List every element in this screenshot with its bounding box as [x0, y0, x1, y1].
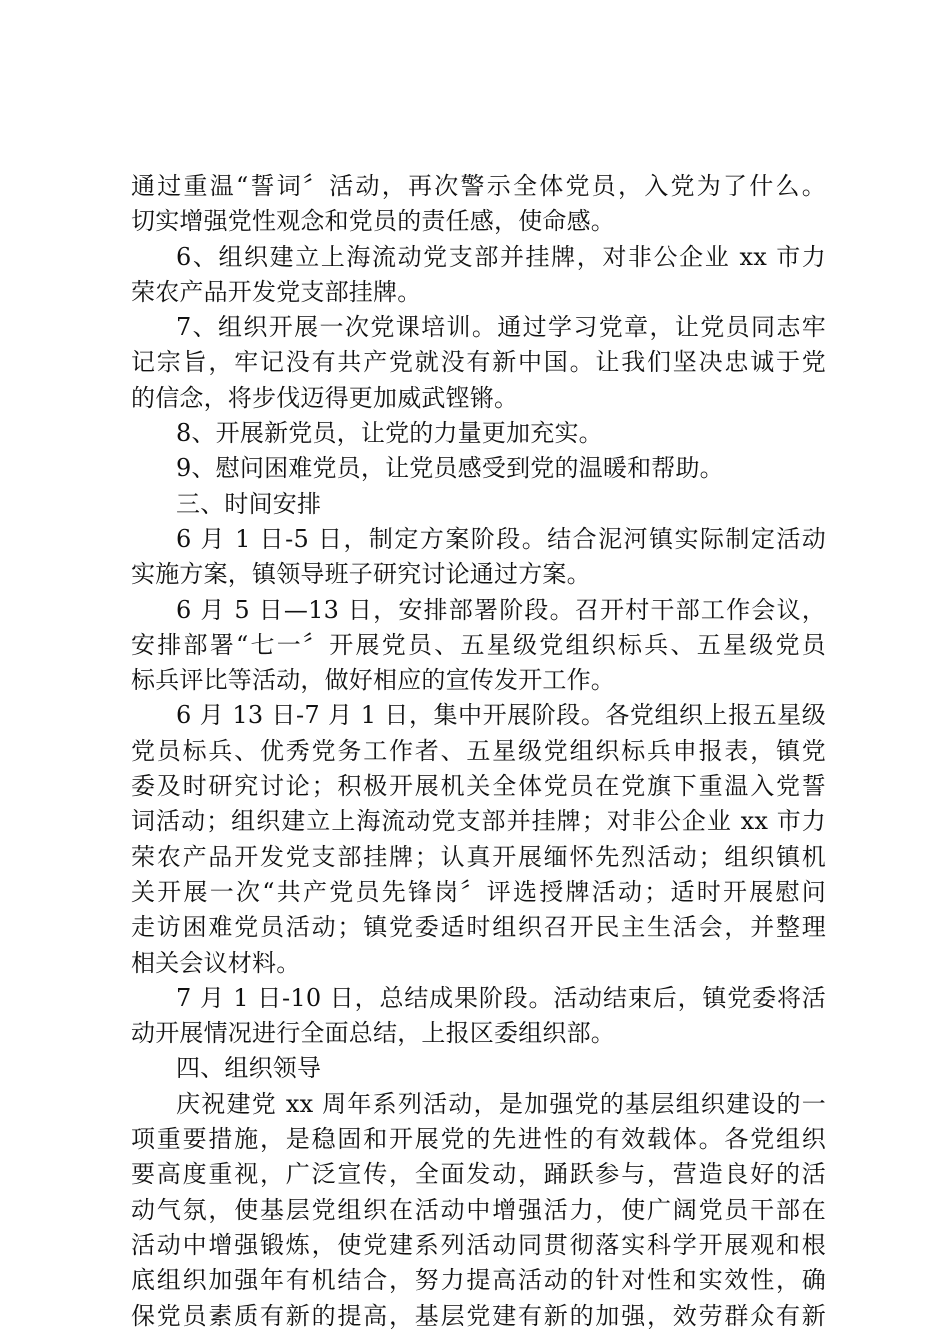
text-line: 动开展情况进行全面总结，上报区委组织部。 [131, 1019, 615, 1048]
text-line: 委及时研究讨论；积极开展机关全体党员在党旗下重温入党誓 [131, 772, 826, 801]
text-line: 安排部署“七一〞开展党员、五星级党组织标兵、五星级党员 [131, 630, 826, 659]
text-line: 三、时间安排 [176, 489, 322, 518]
text-line: 动气氛，使基层党组织在活动中增强活力，使广阔党员干部在 [131, 1195, 826, 1224]
text-line: 底组织加强年有机结合，努力提高活动的针对性和实效性，确 [131, 1266, 826, 1295]
text-line: 7 月 1 日-10 日，总结成果阶段。活动结束后，镇党委将活 [176, 983, 826, 1012]
text-line: 要高度重视，广泛宣传，全面发动，踊跃参与，营造良好的活 [131, 1160, 826, 1189]
text-line: 6、组织建立上海流动党支部并挂牌，对非公企业 xx 市力 [176, 242, 826, 271]
text-line: 庆祝建党 xx 周年系列活动，是加强党的基层组织建设的一 [176, 1089, 826, 1118]
text-line: 记宗旨，牢记没有共产党就没有新中国。让我们坚决忠诚于党 [131, 348, 826, 377]
text-line: 关开展一次“共产党员先锋岗〞评选授牌活动；适时开展慰问 [131, 877, 826, 906]
text-line: 7、组织开展一次党课培训。通过学习党章，让党员同志牢 [176, 313, 826, 342]
text-line: 项重要措施，是稳固和开展党的先进性的有效载体。各党组织 [131, 1125, 826, 1154]
text-line: 切实增强党性观念和党员的责任感，使命感。 [131, 207, 615, 236]
text-line: 活动中增强锻炼，使党建系列活动同贯彻落实科学开展观和根 [131, 1230, 826, 1259]
text-line: 6 月 13 日-7 月 1 日，集中开展阶段。各党组织上报五星级 [176, 701, 826, 730]
text-line: 词活动；组织建立上海流动党支部并挂牌；对非公企业 xx 市力 [131, 807, 826, 836]
text-line: 9、慰问困难党员，让党员感受到党的温暖和帮助。 [176, 454, 724, 483]
text-line: 四、组织领导 [176, 1054, 322, 1083]
text-line: 6 月 1 日-5 日，制定方案阶段。结合泥河镇实际制定活动 [176, 524, 826, 553]
text-line: 6 月 5 日—13 日，安排部署阶段。召开村干部工作会议， [176, 595, 826, 624]
text-line: 党员标兵、优秀党务工作者、五星级党组织标兵申报表，镇党 [131, 736, 826, 765]
text-line: 保党员素质有新的提高，基层党建有新的加强，效劳群众有新 [131, 1301, 826, 1330]
text-line: 相关会议材料。 [131, 948, 301, 977]
text-line: 标兵评比等活动，做好相应的宣传发开工作。 [131, 666, 615, 695]
document-body [131, 169, 826, 1334]
text-line: 通过重温“誓词〞活动，再次警示全体党员，入党为了什么。 [131, 172, 826, 200]
text-line: 荣农产品开发党支部挂牌。 [131, 277, 422, 306]
text-line: 荣农产品开发党支部挂牌；认真开展缅怀先烈活动；组织镇机 [131, 842, 826, 871]
text-line: 实施方案，镇领导班子研究讨论通过方案。 [131, 560, 591, 589]
text-line: 8、开展新党员，让党的力量更加充实。 [176, 419, 603, 448]
text-line: 走访困难党员活动；镇党委适时组织召开民主生活会，并整理 [131, 913, 826, 942]
text-line: 的信念，将步伐迈得更加威武铿锵。 [131, 383, 519, 412]
